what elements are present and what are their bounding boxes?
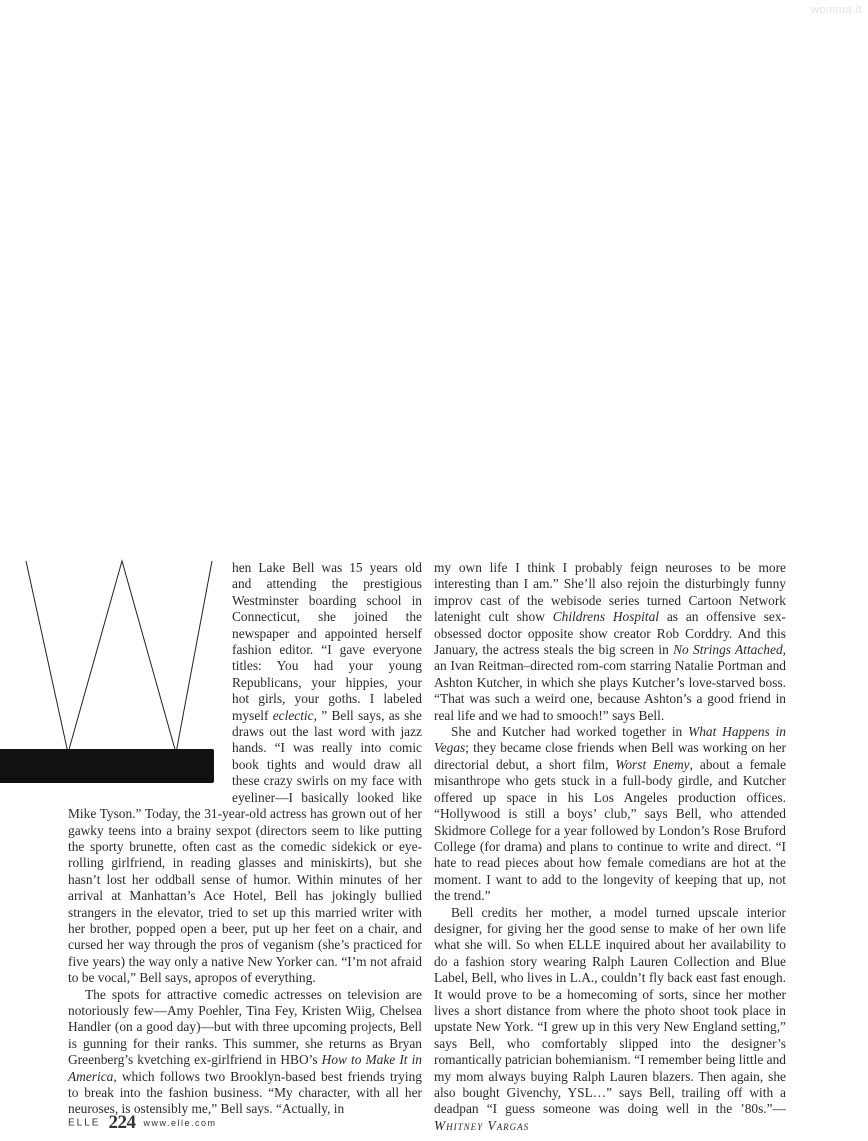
r1-text-b: as an offensive sex-obsessed doctor opposite show creator Rob Corddry. And this January, the actress steals the big screen in bbox=[434, 609, 787, 658]
byline: Whitney Vargas bbox=[434, 1117, 530, 1133]
r3-text: Bell credits her mother, a model turned upscale interior designer, for giving her the good sense to make of her own life what she will. So when ELLE inquired about her availability to do a fashion story wearing Ralph Lauren Collection and Blue Label, Bell, who lives in L.A., couldn’t fly back east fast enough. It would prove to be a homecoming of sorts, since her mother lives a short distance from where the photo shoot took place in upstate New York. “I grew up in this very New England setting,” says Bell, who comfortably slipped into the designer’s romantically patrician bohemianism. “I remember being little and my mom always buying Ralph Lauren blazers. Then again, she also bought Givenchy, YSL…” says Bell, trailing off with a deadpan “I guess someone was doing well in the ’80s.”— bbox=[434, 904, 786, 1117]
paragraph-r2 bbox=[434, 724, 786, 904]
footer-url: www.elle.com bbox=[143, 1118, 217, 1128]
r2-short-title: Worst Enemy bbox=[615, 756, 690, 772]
r1-text-a: my own life I think I probably feign neuroses to be more interesting than I am.” She’ll also rejoin the disturbingly funny improv cast of the webisode series turned Cartoon Network latenight cult show bbox=[434, 560, 786, 625]
r1-film-title: No Strings Attached bbox=[673, 642, 783, 658]
dropcap-float-space bbox=[68, 560, 232, 790]
paragraph-r3 bbox=[434, 905, 786, 1135]
article-column-left-flow bbox=[68, 560, 422, 1118]
r1-show-title: Childrens Hospital bbox=[552, 609, 659, 625]
watermark: womma.it bbox=[810, 4, 862, 16]
paragraph-r1 bbox=[434, 560, 786, 724]
r2-text-b: ; they became close friends when Bell was working on her directorial debut, a short film, bbox=[434, 740, 786, 772]
r2-text-a: She and Kutcher had worked together in bbox=[451, 724, 689, 740]
intro-text: hen Lake Bell was 15 years old and attending the prestigious Westminster boarding school in Connecticut, she joined the newspaper and appointed herself fashion editor. “I gave everyone titles: You had your young Republicans, your hippies, your hot girls, your goths. I labeled myself bbox=[232, 560, 422, 723]
intro-tail-text: ” Bell says, as she draws out the last word with jazz hands. “I was really into comic book tights and would draw all these crazy swirls on my face with eyeliner—I basically looked like Mike Tyson.” Today, the 31-year-old actress has grown out of her gawky teens into a brainy sexpot (directors seem to like putting the sporty brunette, often cast as the comedic sidekick or eye-rolling girlfriend, in reading glasses and miniskirts), but she hasn’t lost her oddball sense of humor. Within minutes of her arrival at Manhattan’s Ace Hotel, Bell has jokingly bullied strangers in the elevator, tried to set up this married writer with her brother, popped open a beer, put up her feet on a chair, and cursed her way through the pros of veganism (she’s practiced for five years) the way only a native New Yorker can. “I’m not afraid to be vocal,” Bell says, apropos of everything. bbox=[68, 707, 422, 986]
r2-text-c: , about a female misanthrope who gets stuck in a full-body girdle, and Kutcher offered up space in his Los Angeles production offices. “Hollywood is still a boys’ club,” says Bell, who attended Skidmore College for a year followed by London’s Rose Bruford College (for drama) and plans to continue to write and direct. “I hate to read pieces about how female comedians are hot at the moment. I want to add to the longevity of keeping that up, not the trend.” bbox=[434, 756, 786, 904]
page-footer bbox=[68, 1112, 216, 1134]
footer-brand: ELLE bbox=[68, 1117, 101, 1129]
page-number: 224 bbox=[108, 1112, 136, 1133]
r1-text-c: , an Ivan Reitman–directed rom-com starring Natalie Portman and Ashton Kutcher, in which she plays Kutcher’s love-starved boss. “That was such a weird one, because Ashton’s a good friend in real life and we had to smooch!” says Bell. bbox=[434, 642, 787, 723]
drop-cap-letter: W bbox=[0, 540, 16, 557]
paragraph-2 bbox=[68, 987, 422, 1118]
article-column-right bbox=[434, 560, 786, 1134]
paragraph-2-text-b: , which follows two Brooklyn-based best friends trying to break into the fashion business. “My character, with all her neuroses, is ostensibly me,” Bell says. “Actually, in bbox=[68, 1068, 422, 1117]
paragraph-2-text-a: The spots for attractive comedic actresses on television are notoriously few—Amy Poehler, Tina Fey, Kristen Wiig, Chelsea Handler (on a good day)—but with three upcoming projects, Bell is gunning for their ranks. This summer, she returns as Bryan Greenberg’s kvetching ex-girlfriend in HBO’s bbox=[68, 986, 422, 1068]
r2-film-title: What Happens in Vegas bbox=[434, 724, 787, 756]
intro-emphasis: eclectic, bbox=[272, 707, 317, 723]
paragraph-2-show-title: How to Make It in America bbox=[68, 1052, 422, 1084]
